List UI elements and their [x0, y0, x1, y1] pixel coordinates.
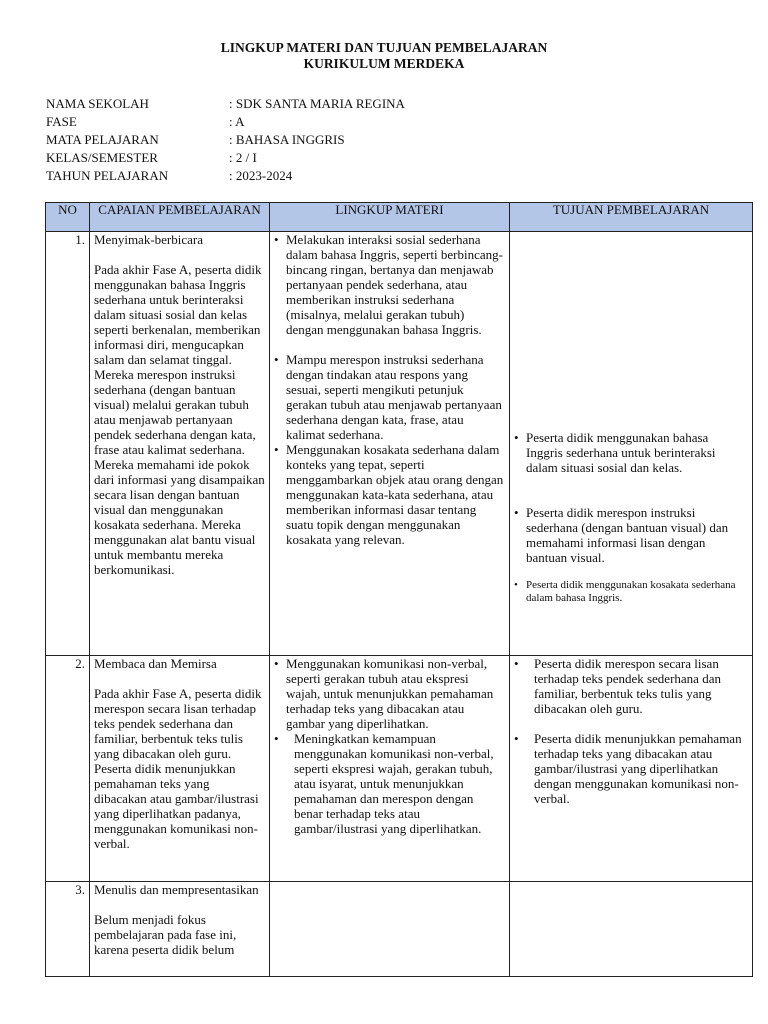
meta-value: : SDK SANTA MARIA REGINA	[229, 96, 405, 111]
lingkup-cell	[270, 232, 510, 656]
tujuan-cell	[510, 232, 753, 656]
capaian-body: Pada akhir Fase A, peserta didik merespon secara lisan terhadap teks pendek sederhana dan familiar, berbentuk teks tulis yang dibacakan oleh guru. Peserta didik menunjukkan pemahaman teks yang dibacakan atau gambar/ilustrasi yang diperlihatkan padanya, menggunakan komunikasi non-verbal.	[94, 686, 262, 851]
row-number: 1.	[46, 232, 90, 656]
meta-row	[46, 168, 405, 186]
list-item: • Melakukan interaksi sosial sederhana dalam bahasa Inggris, seperti berbincang-bincang ringan, bertanya dan menjawab pertanyaan pendek sederhana, atau memberikan instruksi sederhana (misalnya, melalui gerakan tubuh) dengan menggunakan bahasa Inggris.	[274, 232, 503, 337]
row-number: 2.	[46, 656, 90, 882]
meta-row	[46, 132, 405, 150]
table-row	[46, 232, 753, 656]
table-header-row	[46, 203, 753, 232]
curriculum-table	[45, 202, 753, 977]
tujuan-cell	[510, 882, 753, 977]
bullet-icon: •	[514, 656, 519, 671]
meta-value: : BAHASA INGGRIS	[229, 132, 345, 147]
row-number: 3.	[46, 882, 90, 977]
list-item: • Peserta didik menggunakan bahasa Inggris sederhana untuk berinteraksi dalam situasi sosial dan kelas.	[514, 430, 716, 475]
capaian-body: Belum menjadi fokus pembelajaran pada fase ini, karena peserta didik belum	[94, 912, 237, 957]
capaian-body: Pada akhir Fase A, peserta didik menggunakan bahasa Inggris sederhana untuk berinteraksi dalam situasi sosial dan kelas seperti berkenalan, memberikan informasi diri, mengucapkan salam dan selamat tinggal. Mereka merespon instruksi sederhana (dengan bantuan visual) melalui gerakan tubuh atau menjawab pertanyaan pendek sederhana dengan kata, frase atau kalimat sederhana. Mereka memahami ide pokok dari informasi yang disampaikan secara lisan dengan bantuan visual dan menggunakan kosakata sederhana. Mereka menggunakan alat bantu visual untuk membantu mereka berkomunikasi.	[94, 262, 265, 577]
list-item: • Peserta didik merespon secara lisan terhadap teks pendek sederhana dan familiar, berbentuk teks tulis yang dibacakan oleh guru.	[514, 656, 721, 716]
table-row	[46, 882, 753, 977]
list-item: • Peserta didik menggunakan kosakata sederhana dalam bahasa Inggris.	[514, 579, 736, 604]
bullet-icon: •	[514, 430, 519, 445]
meta-label: NAMA SEKOLAH	[46, 96, 149, 111]
meta-value: : 2023-2024	[229, 168, 293, 183]
list-item: • Mampu merespon instruksi sederhana dengan tindakan atau respons yang sesuai, seperti mengikuti petunjuk gerakan tubuh atau menjawab pertanyaan sederhana dengan kata, frase, atau kalimat sederhana.	[274, 352, 502, 442]
bullet-icon: •	[274, 352, 279, 367]
list-item: • Peserta didik menunjukkan pemahaman terhadap teks yang dibacakan atau gambar/ilustrasi yang diperlihatkan dengan menggunakan komunikasi non-verbal.	[514, 731, 742, 806]
list-item: • Peserta didik merespon instruksi sederhana (dengan bantuan visual) dan memahami informasi lisan dengan bantuan visual.	[514, 505, 729, 565]
meta-label: KELAS/SEMESTER	[46, 150, 158, 165]
document-title: LINGKUP MATERI DAN TUJUAN PEMBELAJARAN	[220, 40, 548, 55]
header-no: NO	[46, 203, 90, 232]
meta-row	[46, 96, 405, 114]
meta-value: : A	[229, 114, 245, 129]
bullet-icon: •	[514, 579, 518, 591]
header-tujuan: TUJUAN PEMBELAJARAN	[510, 203, 753, 232]
lingkup-cell	[270, 656, 510, 882]
capaian-title: Menulis dan mempresentasikan	[94, 882, 259, 897]
meta-label: MATA PELAJARAN	[46, 132, 159, 147]
capaian-title: Membaca dan Memirsa	[94, 656, 217, 671]
capaian-title: Menyimak-berbicara	[94, 232, 204, 247]
list-item: • Menggunakan kosakata sederhana dalam konteks yang tepat, seperti menggambarkan objek atau orang dengan menggunakan kata-kata sederhana, atau memberikan informasi dasar tentang suatu topik dengan menggunakan kosakata yang relevan.	[274, 442, 504, 547]
lingkup-cell	[270, 882, 510, 977]
list-item: • Meningkatkan kemampuan menggunakan komunikasi non-verbal, seperti ekspresi wajah, gerakan tubuh, atau isyarat, untuk menunjukkan pemahaman dan merespon dengan benar terhadap teks atau gambar/ilustrasi yang diperlihatkan.	[274, 731, 494, 836]
table-row	[46, 656, 753, 882]
list-item: • Menggunakan komunikasi non-verbal, seperti gerakan tubuh atau ekspresi wajah, untuk menunjukkan pemahaman terhadap teks yang dibacakan atau gambar yang diperlihatkan.	[274, 656, 494, 731]
meta-row	[46, 150, 405, 168]
capaian-cell	[90, 656, 270, 882]
document-subtitle: KURIKULUM MERDEKA	[303, 56, 465, 71]
header-capaian: CAPAIAN PEMBELAJARAN	[90, 203, 270, 232]
bullet-icon: •	[274, 731, 279, 746]
bullet-icon: •	[514, 505, 519, 520]
capaian-cell	[90, 882, 270, 977]
meta-label: TAHUN PELAJARAN	[46, 168, 169, 183]
tujuan-cell	[510, 656, 753, 882]
header-lingkup: LINGKUP MATERI	[270, 203, 510, 232]
meta-row	[46, 114, 405, 132]
school-info	[46, 96, 405, 186]
meta-label: FASE	[46, 114, 77, 129]
bullet-icon: •	[274, 656, 279, 671]
bullet-icon: •	[274, 442, 279, 457]
bullet-icon: •	[274, 232, 279, 247]
capaian-cell	[90, 232, 270, 656]
meta-value: : 2 / I	[229, 150, 257, 165]
bullet-icon: •	[514, 731, 519, 746]
